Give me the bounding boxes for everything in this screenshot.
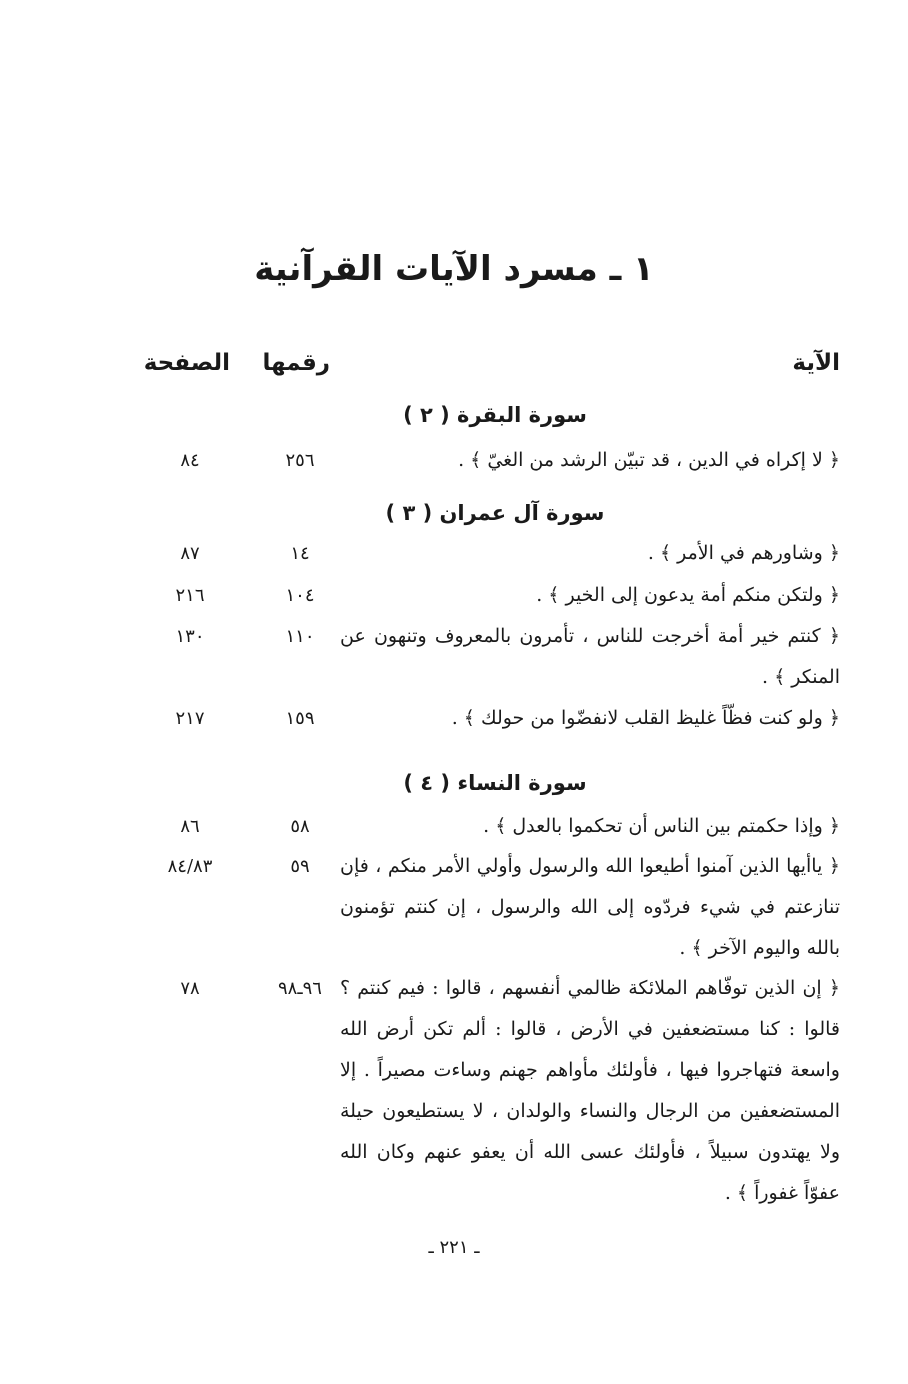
verse-text: ﴿ كنتم خير أمة أخرجت للناس ، تأمرون بالمعروف وتنهون عن المنكر ﴾ . [340, 625, 840, 688]
verse-number: ٩٦ـ٩٨ [278, 978, 322, 999]
verse-number: ١٥٩ [285, 708, 315, 729]
verse-text: ﴿ لا إكراه في الدين ، قد تبيّن الرشد من الغيّ ﴾ . [458, 449, 840, 471]
verse-number: ٥٩ [290, 856, 310, 877]
verse-text: ﴿ ياأيها الذين آمنوا أطيعوا الله والرسول وأولي الأمر منكم ، فإن تنازعتم في شيء فردّوه إلى الله والرسول ، إن كنتم تؤمنون بالله واليوم الآخر ﴾ . [340, 855, 840, 959]
column-header-page: الصفحة [143, 350, 230, 376]
page-reference: ٨٤ [180, 450, 200, 471]
page-reference: ٨٤/٨٣ [167, 856, 213, 877]
page-reference: ٧٨ [180, 978, 200, 999]
page-title: ١ ـ مسرد الآيات القرآنية [254, 249, 654, 289]
surah-heading: سورة آل عمران ( ٣ ) [385, 501, 605, 525]
page-reference: ٨٧ [180, 543, 200, 564]
verse-text: ﴿ ولو كنت فظّاً غليظ القلب لانفضّوا من حولك ﴾ . [451, 707, 840, 729]
verse-number: ١٤ [290, 543, 310, 564]
page-reference: ٢١٦ [175, 585, 205, 606]
page-reference: ١٣٠ [175, 626, 205, 647]
verse-number: ٢٥٦ [285, 450, 315, 471]
verse-text: ﴿ ولتكن منكم أمة يدعون إلى الخير ﴾ . [536, 584, 840, 606]
surah-heading: سورة البقرة ( ٢ ) [403, 403, 587, 427]
page-reference: ٢١٧ [175, 708, 205, 729]
page-reference: ٨٦ [180, 816, 200, 837]
verse-number: ١٠٤ [285, 585, 315, 606]
column-header-number: رقمها [262, 350, 330, 376]
verse-number: ١١٠ [285, 626, 315, 647]
verse-text: ﴿ وإذا حكمتم بين الناس أن تحكموا بالعدل ﴾ . [483, 815, 840, 837]
column-header-verse: الآية [792, 350, 840, 376]
verse-text: ﴿ وشاورهم في الأمر ﴾ . [647, 542, 840, 564]
verse-number: ٥٨ [290, 816, 310, 837]
verse-text: ﴿ إن الذين توفّاهم الملائكة ظالمي أنفسهم ، قالوا : فيم كنتم ؟ قالوا : كنا مستضعفين في الأرض ، قالوا : ألم تكن أرض الله واسعة فتهاجروا فيها ، فأولئك مأواهم جهنم وساءت مصيراً . إلا المستضعفين من الرجال والنساء والولدان ، لا يستطيعون حيلة ولا يهتدون سبيلاً ، فأولئك عسى الله أن يعفو عنهم وكان الله عفوّاً غفوراً ﴾ . [340, 977, 840, 1204]
page-number: ـ ٢٢١ ـ [428, 1237, 480, 1258]
surah-heading: سورة النساء ( ٤ ) [403, 771, 587, 795]
